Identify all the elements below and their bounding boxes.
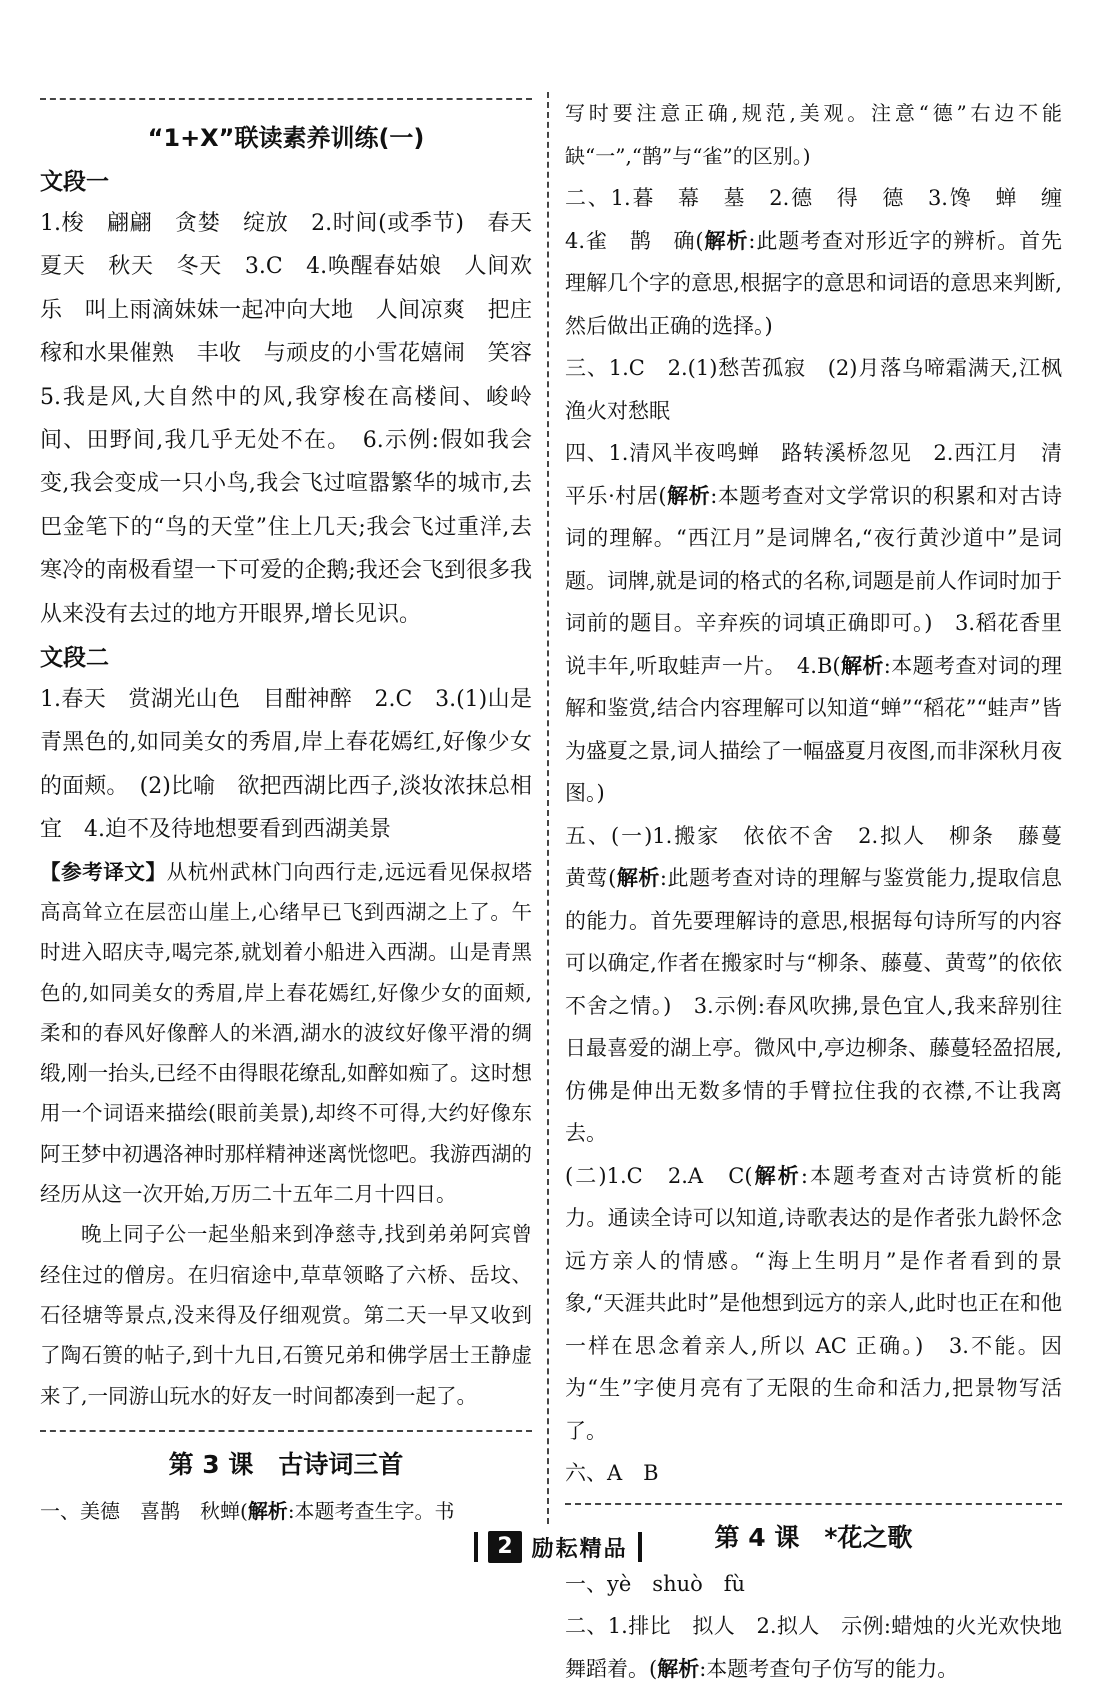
page-number: 2 bbox=[488, 1531, 521, 1563]
analysis-label: 解析 bbox=[247, 1498, 288, 1523]
lesson3-question5: 五、(一)1.搬家 依依不舍 2.拟人 柳条 藤蔓 黄莺(解析:此题考查对诗的理解与鉴赏能力,提取信息的能力。首先要理解诗的意思,根据每句诗所写的内容可以确定,作者在搬家时与“柳条、藤蔓、黄莺”的依依不舍之情。) 3.示例:春风吹拂,景色宜人,我来辞别往日最喜爱的湖上亭。微风中,亭边柳条、藤蔓轻盈招展,仿佛是伸出无数多情的手臂拉住我的衣襟,不让我离去。 bbox=[565, 823, 1083, 1146]
analysis-label: 解析 bbox=[840, 653, 884, 678]
reference-translation bbox=[40, 852, 532, 1215]
lesson3-title: 第 3 课 古诗词三首 bbox=[168, 1449, 404, 1479]
section-title: “1+X”联读素养训练(一) bbox=[147, 124, 425, 152]
footer-bar-right bbox=[638, 1532, 642, 1562]
analysis-label: 解析 bbox=[703, 228, 749, 253]
reference-label: 【参考译文】 bbox=[40, 859, 167, 884]
footer-bar-left bbox=[474, 1532, 478, 1562]
reference-text: 从杭州武林门向西行走,远远看见保叔塔高高耸立在层峦山崖上,心绪早已飞到西湖之上了。午时进入昭庆寺,喝完茶,就划着小船进入西湖。山是青黑色的,如同美女的秀眉,岸上春花嫣红,好像少女的面颊,柔和的春风好像醉人的米酒,湖水的波纹好像平滑的绸缎,刚一抬头,已经不由得眼花缭乱,如醉如痴了。这时想用一个词语来描绘(眼前美景),却终不可得,大约好像东阿王梦中初遇洛神时那样精神迷离恍惚吧。我游西湖的经历从这一次开始,万历二十五年二月十四日。 bbox=[40, 859, 533, 1207]
analysis-label: 解析 bbox=[752, 1163, 801, 1188]
lesson4-dashed-rule bbox=[565, 1503, 1062, 1505]
lesson3-question4: 四、1.清风半夜鸣蝉 路转溪桥忽见 2.西江月 清平乐·村居(解析:本题考查对文学常识的积累和对古诗词的理解。“西江月”是词牌名,“夜行黄沙道中”是词题。词牌,就是词的格式的名称,词题是前人作词时加于词前的题目。辛弃疾的词填正确即可。) 3.稻花香里说丰年,听取蛙声一片。 4.B(解析:本题考查对词的理解和鉴赏,结合内容理解可以知道“蝉”“稻花”“蛙声”皆为盛夏之景,词人描绘了一幅盛夏月夜图,而非深秋月夜图。) bbox=[565, 441, 1063, 806]
lesson3-question1-cont: 写时要注意正确,规范,美观。注意“德”右边不能缺“一”,“鹊”与“雀”的区别。) bbox=[565, 101, 1062, 168]
reference-translation-2: 晚上同子公一起坐船来到净慈寺,找到弟弟阿宾曾经住过的僧房。在归宿途中,草草领略了六桥、岳坟、石径塘等景点,没来得及仔细观赏。第二天一早又收到了陶石篑的帖子,到十九日,石篑兄弟和佛学居士王静虚来了,一同游山玩水的好友一时间都凑到一起了。 bbox=[40, 1222, 532, 1408]
lesson3-question6: 六、A B bbox=[565, 1461, 659, 1486]
left-column bbox=[40, 92, 555, 1533]
paragraph-one-answers: 1.梭 翩翩 贪婪 绽放 2.时间(或季节) 春天 夏天 秋天 冬天 3.C 4.唤醒春姑娘 人间欢乐 叫上雨滴妹妹一起冲向大地 人间凉爽 把庄稼和水果催熟 丰收 与顽皮的小雪花嬉闹 笑容 5.我是风,大自然中的风,我穿梭在高楼间、峻岭间、田野间,我几乎无处不在。 6.示例:假如我会变,我会变成一只小鸟,我会飞过喧嚣繁华的城市,去巴金笔下的“鸟的天堂”住上几天;我会飞过重洋,去寒冷的南极看望一下可爱的企鹅;我还会飞到很多我从来没有去过的地方开眼界,增长见识。 bbox=[40, 211, 555, 627]
brand-name: 励耘精品 bbox=[531, 1536, 628, 1562]
right-column bbox=[565, 92, 1083, 1690]
column-divider bbox=[547, 92, 549, 1524]
lesson3-question2: 二、1.暮 幕 墓 2.德 得 德 3.馋 蝉 缠 4.雀 鹊 确(解析:此题考查对形近字的辨析。首先理解几个字的意思,根据字的意思和词语的意思来判断,然后做出正确的选择。) bbox=[565, 186, 1083, 338]
lesson4-question1: 一、yè shuò fù bbox=[565, 1571, 746, 1596]
top-dashed-rule-left bbox=[40, 98, 532, 100]
analysis-label: 解析 bbox=[616, 866, 660, 891]
analysis-label: 解析 bbox=[666, 483, 711, 508]
lesson3-question3: 三、1.C 2.(1)愁苦孤寂 (2)月落乌啼霜满天,江枫渔火对愁眠 bbox=[565, 356, 1062, 423]
lesson4-title: 第 4 课 *花之歌 bbox=[714, 1522, 913, 1552]
paragraph-one-title: 文段一 bbox=[40, 169, 109, 195]
lesson3-question1: 一、美德 喜鹊 秋蝉(解析:本题考查生字。书 bbox=[40, 1498, 455, 1523]
paragraph-two-answers: 1.春天 赏湖光山色 目酣神醉 2.C 3.(1)山是青黑色的,如同美女的秀眉,岸上春花嫣红,好像少女的面颊。 (2)比喻 欲把西湖比西子,淡妆浓抹总相宜 4.迫不及待地想要看到西湖美景 bbox=[40, 687, 532, 843]
lesson4-question2: 二、1.排比 拟人 2.拟人 示例:蜡烛的火光欢快地舞蹈着。(解析:本题考查句子仿写的能力。 bbox=[565, 1614, 1062, 1681]
paragraph-two-title: 文段二 bbox=[40, 645, 109, 672]
page-footer bbox=[0, 1531, 1116, 1571]
lesson3-dashed-rule bbox=[40, 1430, 532, 1432]
lesson3-question5-part2: (二)1.C 2.A C(解析:本题考查对古诗赏析的能力。通读全诗可以知道,诗歌表达的是作者张九龄怀念远方亲人的情感。“海上生明月”是作者看到的景象,“天涯共此时”是他想到远方的亲人,此时也正在和他一样在思念着亲人,所以 AC 正确。) 3.不能。因为“生”字使月亮有了无限的生命和活力,把景物写活了。 bbox=[565, 1163, 1063, 1443]
analysis-label: 解析 bbox=[657, 1656, 700, 1681]
footer-badge bbox=[474, 1531, 641, 1563]
